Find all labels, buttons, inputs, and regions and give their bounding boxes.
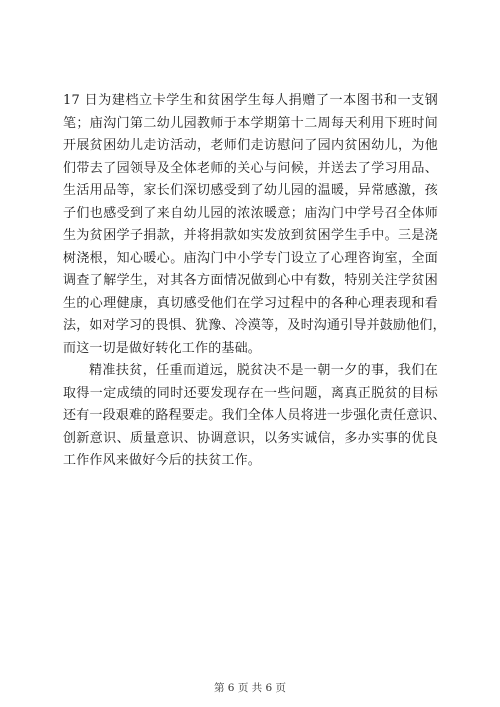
text-line: 调查了解学生，对其各方面情况做到心中有数，特别关注学贫困 <box>63 273 438 288</box>
text-line: 工作作风来做好今后的扶贫工作。 <box>63 453 262 468</box>
body-text <box>63 90 446 473</box>
text-line: 而这一切是做好转化工作的基础。 <box>63 340 262 356</box>
text-line: 生为贫困学子捐款，并将捐款如实发放到贫困学生手中。三是浇 <box>63 228 438 243</box>
paragraph-2 <box>63 360 446 473</box>
text-line: 取得一定成绩的同时还要发现存在一些问题，离真正脱贫的目标 <box>63 385 438 401</box>
text-line: 生的心理健康，真切感受他们在学习过程中的各种心理表现和看 <box>63 295 438 311</box>
page-number-footer: 第 6 页 共 6 页 <box>213 682 287 694</box>
text-line: 还有一段艰难的路程要走。我们全体人员将进一步强化责任意识、 <box>63 408 446 423</box>
text-line: 生活用品等，家长们深切感受到了幼儿园的温暖，异常感激，孩 <box>63 183 438 198</box>
text-line: 17 日为建档立卡学生和贫困学生每人捐赠了一本图书和一支钢 <box>63 93 438 108</box>
text-line: 笔；庙沟门第二幼儿园教师于本学期第十二周每天利用下班时间 <box>63 115 438 131</box>
text-line: 们带去了园领导及全体老师的关心与问候，并送去了学习用品、 <box>63 160 438 176</box>
text-line: 树浇根，知心暖心。庙沟门中小学专门设立了心理咨询室，全面 <box>63 250 438 266</box>
text-line: 创新意识、质量意识、协调意识，以务实诚信，多办实事的优良 <box>63 430 438 446</box>
text-line: 子们也感受到了来自幼儿园的浓浓暖意；庙沟门中学号召全体师 <box>63 205 438 221</box>
text-line: 开展贫困幼儿走访活动，老师们走访慰问了园内贫困幼儿，为他 <box>63 138 438 153</box>
text-line: 精准扶贫，任重而道远，脱贫决不是一朝一夕的事，我们在 <box>89 363 438 378</box>
text-line: 法，如对学习的畏惧、犹豫、冷漠等，及时沟通引导并鼓励他们， <box>63 318 446 333</box>
paragraph-1 <box>63 90 446 360</box>
